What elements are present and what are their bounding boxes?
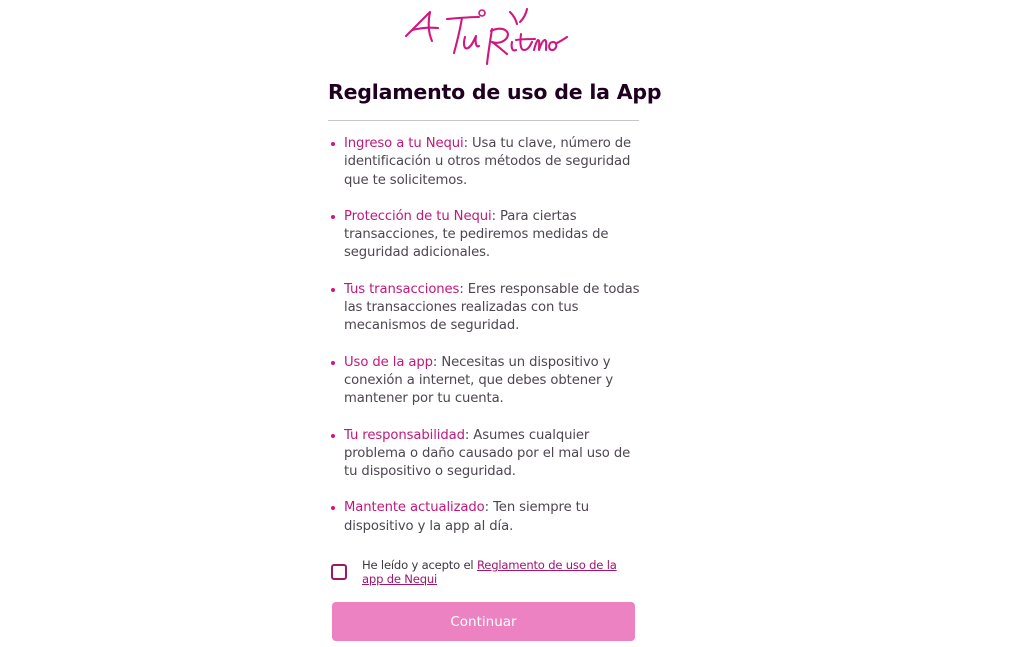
- page-title: Reglamento de uso de la App: [328, 80, 662, 104]
- rule-item-app-use: [330, 354, 642, 409]
- rules-list: [330, 135, 642, 554]
- rule-body: : Asumes cualquier problema o daño causado por el mal uso de tu dispositivo o seguridad.: [344, 427, 631, 480]
- rule-title: Protección de tu Nequi: [344, 208, 492, 224]
- terms-link[interactable]: Reglamento de uso de la app de Nequi: [362, 558, 617, 586]
- rule-item-responsibility: [330, 427, 642, 482]
- rule-body: : Necesitas un dispositivo y conexión a internet, que debes obtener y mantener por tu cuenta.: [344, 354, 614, 407]
- rule-item-protection: [330, 208, 642, 263]
- rule-title: Ingreso a tu Nequi: [344, 136, 464, 151]
- accept-terms-checkbox[interactable]: [331, 564, 347, 580]
- rule-title: Uso de la app: [344, 354, 433, 370]
- rule-title: Tu responsabilidad: [344, 427, 465, 443]
- rule-title: Mantente actualizado: [344, 500, 485, 516]
- a-tu-ritmo-logo: [400, 6, 570, 70]
- rule-item-stay-updated: [330, 499, 642, 536]
- title-divider: [328, 120, 639, 121]
- accept-terms-text: He leído y acepto el: [362, 558, 477, 572]
- rule-body: : Usa tu clave, número de identificación u otros métodos de seguridad que te solicitemos.: [344, 136, 632, 188]
- rule-body: : Ten siempre tu dispositivo y la app al día.: [344, 500, 589, 534]
- rule-body: : Eres responsable de todas las transacciones realizadas con tus mecanismos de seguridad.: [344, 281, 640, 334]
- rule-body: : Para ciertas transacciones, te pediremos medidas de seguridad adicionales.: [344, 208, 609, 261]
- logo-script-graphic: [400, 6, 570, 70]
- rule-item-login: [330, 135, 642, 190]
- continue-button[interactable]: Continuar: [332, 602, 635, 641]
- accept-terms-label: [362, 558, 640, 586]
- rule-item-transactions: [330, 281, 642, 336]
- rule-title: Tus transacciones: [344, 281, 460, 297]
- accept-terms-row: [330, 558, 640, 588]
